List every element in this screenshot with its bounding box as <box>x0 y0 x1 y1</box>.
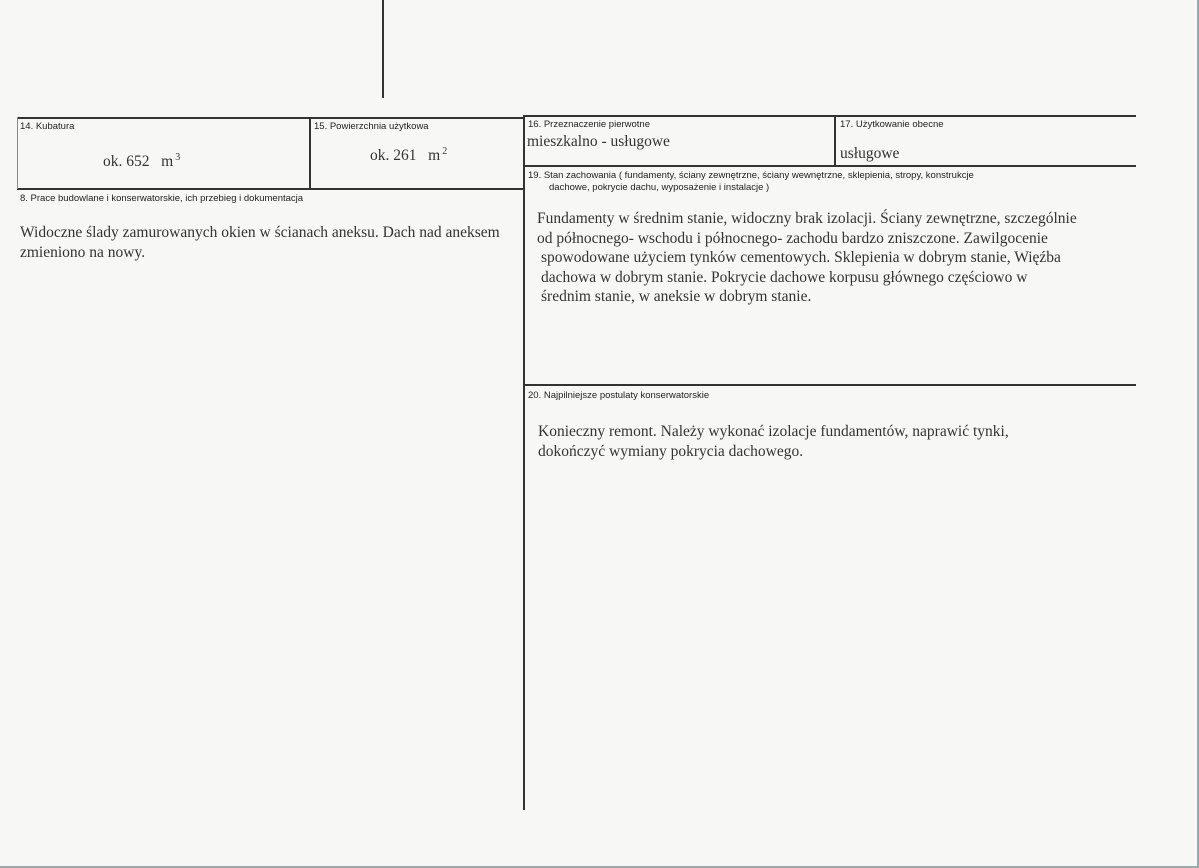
row1-top-left <box>17 117 523 119</box>
przeznaczenie-label: 16. Przeznaczenie pierwotne <box>528 119 650 130</box>
postulaty-line: dokończyć wymiany pokrycia dachowego. <box>538 442 804 460</box>
top-divider <box>382 0 384 98</box>
postulaty-label: 20. Najpilniejsze postulaty konserwatorskie <box>528 390 710 401</box>
row1-top-right <box>523 115 1136 117</box>
powierzchnia-exponent: 2 <box>442 146 448 157</box>
kubatura-value <box>103 152 180 171</box>
postulaty-line: Konieczny remont. Należy wykonać izolacje fundamentów, naprawić tynki, <box>538 423 1009 440</box>
prace-line: Widoczne ślady zamurowanych okien w ścianach aneksu. Dach nad aneksem <box>20 224 500 241</box>
stan-label-line2: dachowe, pokrycie dachu, wyposażenie i instalacje ) <box>549 182 770 193</box>
kubatura-exponent: 3 <box>175 152 181 163</box>
stan-line: dachowa w dobrym stanie. Pokrycie dachowe korpusu głównego częściowo w <box>541 268 1028 286</box>
prace-label: 8. Prace budowlane i konserwatorskie, ich przebieg i dokumentacja <box>20 193 304 204</box>
kubatura-number: ok. 652 <box>103 153 150 170</box>
powierzchnia-value <box>370 146 447 165</box>
stan-text <box>537 209 1077 307</box>
uzytkowanie-label: 17. Użytkowanie obecne <box>840 119 944 130</box>
left-edge <box>17 117 18 189</box>
powierzchnia-number: ok. 261 <box>370 147 417 164</box>
powierzchnia-unit: m <box>428 147 441 164</box>
kubatura-right-border <box>309 117 311 189</box>
row1-bottom-left <box>17 188 523 190</box>
row1-bottom-right <box>523 165 1136 167</box>
postulaty-text <box>538 422 1009 461</box>
main-vertical <box>523 115 525 810</box>
stan-label-line1: 19. Stan zachowania ( fundamenty, ściany zewnętrzne, ściany wewnętrzne, sklepienia, stropy, konstrukcje <box>528 170 974 181</box>
przeznaczenie-value: mieszkalno - usługowe <box>527 133 670 150</box>
stan-line: średnim stanie, w aneksie w dobrym stanie. <box>541 288 812 305</box>
stan-line: od północnego- wschodu i północnego- zachodu bardzo zniszczone. Zawilgocenie <box>537 229 1048 247</box>
prace-line: zmieniono na nowy. <box>20 243 146 261</box>
uzytkowanie-value: usługowe <box>840 145 900 162</box>
kubatura-unit: m <box>161 153 174 170</box>
kubatura-label: 14. Kubatura <box>20 121 75 132</box>
przeznaczenie-right-border <box>834 115 836 166</box>
stan-line: spowodowane użyciem tynków cementowych. Sklepienia w dobrym stanie, Więźba <box>541 249 1061 266</box>
prace-text <box>20 223 500 262</box>
powierzchnia-label: 15. Powierzchnia użytkowa <box>314 121 429 132</box>
stan-line: Fundamenty w średnim stanie, widoczny brak izolacji. Ściany zewnętrzne, szczególnie <box>537 210 1077 227</box>
stan-bottom <box>523 384 1136 386</box>
